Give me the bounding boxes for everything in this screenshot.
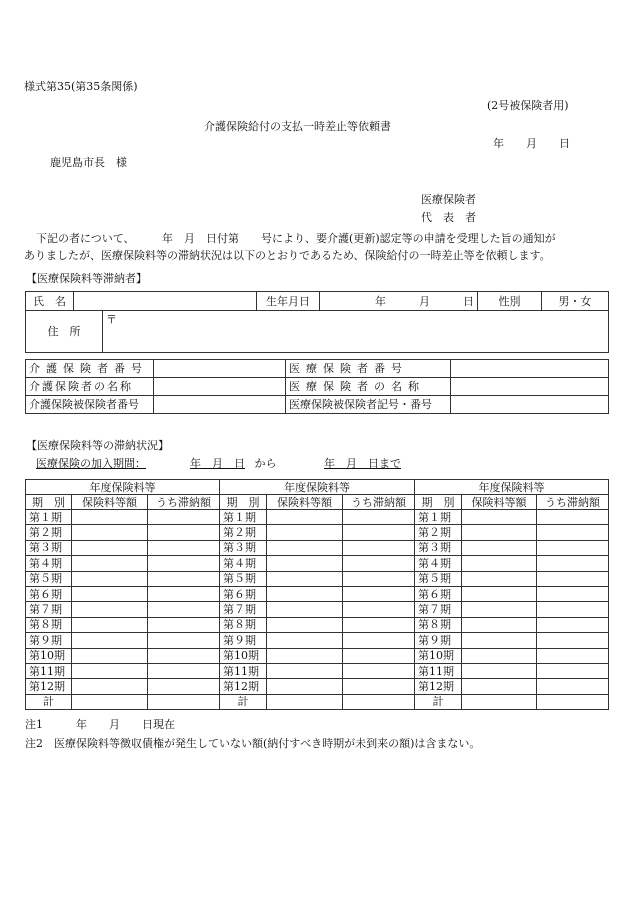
- table-row: [220, 525, 415, 540]
- arrears-cell[interactable]: [148, 540, 220, 555]
- arrears-cell[interactable]: [537, 586, 609, 601]
- total-arrears-cell[interactable]: [148, 694, 220, 709]
- sex-label: 性別: [478, 292, 542, 311]
- care-insured-number-label: 介護保険被保険者番号: [26, 396, 154, 414]
- table-row: [220, 617, 415, 632]
- period-label: 第10期: [26, 648, 72, 663]
- period-label: 第３期: [26, 540, 72, 555]
- address-field[interactable]: [103, 311, 609, 353]
- arrears-cell[interactable]: [148, 648, 220, 663]
- table-row: [220, 648, 415, 663]
- body-line-2: ありましたが、医療保険料等の滞納状況は以下のとおりであるため、保険給付の一時差止等を依頼します。: [24, 249, 551, 262]
- table-row: [415, 663, 609, 678]
- amount-cell[interactable]: [462, 663, 537, 678]
- table-row: [220, 679, 415, 694]
- amount-cell[interactable]: [72, 633, 148, 648]
- amount-cell[interactable]: [72, 525, 148, 540]
- care-insurer-number-label: 介護保険者番号: [26, 360, 154, 378]
- amount-cell[interactable]: [267, 571, 343, 586]
- period-label: 第９期: [220, 633, 267, 648]
- period-from: から: [254, 457, 277, 470]
- period-label: 第２期: [26, 525, 72, 540]
- arrears-cell[interactable]: [148, 571, 220, 586]
- amount-cell[interactable]: [267, 556, 343, 571]
- col-period-header: 期 別: [26, 495, 72, 510]
- section-delinquent-title: 【医療保険料等滞納者】: [26, 272, 147, 285]
- sender-representative: 代 表 者: [421, 211, 476, 224]
- amount-cell[interactable]: [72, 510, 148, 525]
- arrears-cell[interactable]: [537, 663, 609, 678]
- period-label: 第４期: [415, 556, 462, 571]
- arrears-cell[interactable]: [343, 556, 415, 571]
- care-insured-number-field[interactable]: [154, 396, 286, 414]
- total-amount-cell[interactable]: [72, 694, 148, 709]
- postal-mark: 〒: [106, 313, 117, 326]
- table-row: [26, 586, 220, 601]
- period-label: 第３期: [415, 540, 462, 555]
- col-amount-header: 保険料等額: [462, 495, 537, 510]
- care-insurer-number-field[interactable]: [154, 360, 286, 378]
- arrears-cell[interactable]: [148, 679, 220, 694]
- table-row: [26, 633, 220, 648]
- total-arrears-cell[interactable]: [343, 694, 415, 709]
- period-label: 第５期: [26, 571, 72, 586]
- period-label: 第１期: [415, 510, 462, 525]
- total-row: [26, 694, 220, 709]
- col-period-header: 期 別: [220, 495, 267, 510]
- note-2: 注2 医療保険料等徴収債権が発生していない額(納付すべき時期が未到来の額)は含まない。: [25, 737, 481, 750]
- table-row: [26, 617, 220, 632]
- period-label: 第９期: [415, 633, 462, 648]
- total-row: [415, 694, 609, 709]
- year-header: 年度保険料等: [26, 480, 220, 495]
- arrears-table-1: [25, 479, 220, 710]
- section-arrears-title: 【医療保険料等の滞納状況】: [26, 439, 169, 452]
- delinquent-person-table: [25, 291, 609, 353]
- amount-cell[interactable]: [267, 586, 343, 601]
- birth-value[interactable]: 年 月 日: [320, 292, 478, 311]
- table-row: [415, 586, 609, 601]
- amount-cell[interactable]: [267, 617, 343, 632]
- arrears-cell[interactable]: [343, 663, 415, 678]
- table-row: [26, 525, 220, 540]
- amount-cell[interactable]: [72, 648, 148, 663]
- amount-cell[interactable]: [462, 540, 537, 555]
- col-arrears-header: うち滞納額: [148, 495, 220, 510]
- amount-cell[interactable]: [462, 556, 537, 571]
- arrears-cell[interactable]: [148, 556, 220, 571]
- table-row: [220, 556, 415, 571]
- medical-insurer-name-label: 医療保険者の名称: [286, 378, 451, 396]
- amount-cell[interactable]: [462, 510, 537, 525]
- period-label: 第10期: [415, 648, 462, 663]
- col-arrears-header: うち滞納額: [343, 495, 415, 510]
- period-label: 第１期: [220, 510, 267, 525]
- table-row: [220, 540, 415, 555]
- table-row: [26, 540, 220, 555]
- table-row: [26, 510, 220, 525]
- period-label: 第12期: [220, 679, 267, 694]
- table-row: [415, 525, 609, 540]
- table-row: [415, 648, 609, 663]
- total-row: [220, 694, 415, 709]
- table-row: [26, 648, 220, 663]
- amount-cell[interactable]: [72, 663, 148, 678]
- table-row: [26, 663, 220, 678]
- arrears-cell[interactable]: [537, 648, 609, 663]
- period-label: 第７期: [26, 602, 72, 617]
- col-amount-header: 保険料等額: [267, 495, 343, 510]
- amount-cell[interactable]: [267, 648, 343, 663]
- arrears-cell[interactable]: [537, 633, 609, 648]
- address-label: 住 所: [26, 311, 103, 353]
- arrears-cell[interactable]: [148, 663, 220, 678]
- arrears-cell[interactable]: [343, 586, 415, 601]
- table-row: [220, 571, 415, 586]
- arrears-cell[interactable]: [148, 510, 220, 525]
- body-line-1: 下記の者について、 年 月 日付第 号により、要介護(更新)認定等の申請を受理した旨の通知が: [36, 232, 556, 245]
- year-header: 年度保険料等: [220, 480, 415, 495]
- period-label: 第５期: [220, 571, 267, 586]
- amount-cell[interactable]: [267, 525, 343, 540]
- form-number: 様式第35(第35条関係): [24, 80, 138, 93]
- col-period-header: 期 別: [415, 495, 462, 510]
- name-label: 氏 名: [26, 292, 74, 311]
- period-label: 第12期: [26, 679, 72, 694]
- insurance-number-table: [25, 359, 609, 414]
- amount-cell[interactable]: [267, 510, 343, 525]
- arrears-cell[interactable]: [343, 510, 415, 525]
- amount-cell[interactable]: [462, 617, 537, 632]
- medical-insurer-number-field[interactable]: [451, 360, 609, 378]
- amount-cell[interactable]: [462, 633, 537, 648]
- period-label: 第８期: [26, 617, 72, 632]
- amount-cell[interactable]: [72, 556, 148, 571]
- note-1: 注1 年 月 日現在: [25, 718, 175, 731]
- period-label: 第11期: [220, 663, 267, 678]
- amount-cell[interactable]: [267, 679, 343, 694]
- amount-cell[interactable]: [267, 540, 343, 555]
- care-insurer-name-field[interactable]: [154, 378, 286, 396]
- table-row: [220, 633, 415, 648]
- submission-date: 年 月 日: [493, 137, 570, 150]
- period-label: 第６期: [26, 586, 72, 601]
- arrears-cell[interactable]: [148, 525, 220, 540]
- period-label: 第８期: [220, 617, 267, 632]
- amount-cell[interactable]: [462, 679, 537, 694]
- period-label: 医療保険の加入期間：: [36, 457, 146, 470]
- amount-cell[interactable]: [462, 602, 537, 617]
- period-label: 第12期: [415, 679, 462, 694]
- enrollment-period: [36, 457, 401, 471]
- arrears-cell[interactable]: [343, 540, 415, 555]
- period-label: 第２期: [220, 525, 267, 540]
- amount-cell[interactable]: [72, 540, 148, 555]
- table-row: [26, 602, 220, 617]
- amount-cell[interactable]: [72, 602, 148, 617]
- period-label: 第７期: [415, 602, 462, 617]
- period-label: 第６期: [220, 586, 267, 601]
- table-row: [26, 679, 220, 694]
- arrears-cell[interactable]: [343, 571, 415, 586]
- arrears-cell[interactable]: [537, 602, 609, 617]
- amount-cell[interactable]: [462, 586, 537, 601]
- table-row: [26, 556, 220, 571]
- arrears-cell[interactable]: [537, 525, 609, 540]
- period-label: 第10期: [220, 648, 267, 663]
- medical-insurer-name-field[interactable]: [451, 378, 609, 396]
- table-row: [220, 586, 415, 601]
- arrears-cell[interactable]: [537, 679, 609, 694]
- period-label: 第２期: [415, 525, 462, 540]
- table-row: [415, 510, 609, 525]
- table-row: [415, 617, 609, 632]
- amount-cell[interactable]: [72, 617, 148, 632]
- arrears-cell[interactable]: [148, 602, 220, 617]
- arrears-cell[interactable]: [343, 679, 415, 694]
- table-row: [415, 540, 609, 555]
- amount-cell[interactable]: [462, 525, 537, 540]
- medical-insured-symbol-label: 医療保険被保険者記号・番号: [286, 396, 451, 414]
- table-row: [415, 679, 609, 694]
- total-amount-cell[interactable]: [462, 694, 537, 709]
- arrears-cell[interactable]: [343, 617, 415, 632]
- care-insurer-name-label: 介護保険者の名称: [26, 378, 154, 396]
- total-amount-cell[interactable]: [267, 694, 343, 709]
- arrears-cell[interactable]: [537, 571, 609, 586]
- arrears-cell[interactable]: [343, 525, 415, 540]
- arrears-cell[interactable]: [148, 586, 220, 601]
- addressee: 鹿児島市長 様: [50, 156, 127, 169]
- amount-cell[interactable]: [267, 663, 343, 678]
- period-label: 第４期: [220, 556, 267, 571]
- table-row: [220, 510, 415, 525]
- col-arrears-header: うち滞納額: [537, 495, 609, 510]
- arrears-table-2: [219, 479, 415, 710]
- period-label: 第１期: [26, 510, 72, 525]
- table-row: [220, 602, 415, 617]
- sex-value[interactable]: 男・女: [542, 292, 609, 311]
- name-field[interactable]: [74, 292, 257, 311]
- period-label: 第11期: [415, 663, 462, 678]
- amount-cell[interactable]: [462, 571, 537, 586]
- amount-cell[interactable]: [462, 648, 537, 663]
- period-label: 第４期: [26, 556, 72, 571]
- medical-insurer-number-label: 医療保険者番号: [286, 360, 451, 378]
- arrears-table-3: [414, 479, 609, 710]
- table-row: [220, 663, 415, 678]
- period-label: 第６期: [415, 586, 462, 601]
- form-variant: (2号被保険者用): [487, 99, 569, 112]
- birth-label: 生年月日: [257, 292, 320, 311]
- arrears-cell[interactable]: [537, 617, 609, 632]
- period-label: 第９期: [26, 633, 72, 648]
- arrears-cell[interactable]: [537, 556, 609, 571]
- table-row: [415, 602, 609, 617]
- total-arrears-cell[interactable]: [537, 694, 609, 709]
- total-label: 計: [415, 694, 462, 709]
- arrears-cell[interactable]: [537, 540, 609, 555]
- amount-cell[interactable]: [72, 679, 148, 694]
- table-row: [415, 571, 609, 586]
- arrears-cell[interactable]: [343, 633, 415, 648]
- arrears-cell[interactable]: [537, 510, 609, 525]
- period-end[interactable]: 年 月 日まで: [324, 457, 401, 470]
- amount-cell[interactable]: [72, 571, 148, 586]
- sender-insurer: 医療保険者: [421, 193, 476, 206]
- period-label: 第８期: [415, 617, 462, 632]
- table-row: [415, 633, 609, 648]
- total-label: 計: [220, 694, 267, 709]
- arrears-cell[interactable]: [343, 648, 415, 663]
- col-amount-header: 保険料等額: [72, 495, 148, 510]
- total-label: 計: [26, 694, 72, 709]
- amount-cell[interactable]: [267, 602, 343, 617]
- amount-cell[interactable]: [72, 586, 148, 601]
- table-row: [415, 556, 609, 571]
- document-title: 介護保険給付の支払一時差止等依頼書: [204, 120, 391, 133]
- period-label: 第７期: [220, 602, 267, 617]
- medical-insured-symbol-field[interactable]: [451, 396, 609, 414]
- arrears-cell[interactable]: [148, 633, 220, 648]
- period-label: 第５期: [415, 571, 462, 586]
- period-start[interactable]: 年 月 日: [190, 457, 245, 470]
- amount-cell[interactable]: [267, 633, 343, 648]
- arrears-cell[interactable]: [343, 602, 415, 617]
- period-label: 第11期: [26, 663, 72, 678]
- period-label: 第３期: [220, 540, 267, 555]
- table-row: [26, 571, 220, 586]
- year-header: 年度保険料等: [415, 480, 609, 495]
- arrears-cell[interactable]: [148, 617, 220, 632]
